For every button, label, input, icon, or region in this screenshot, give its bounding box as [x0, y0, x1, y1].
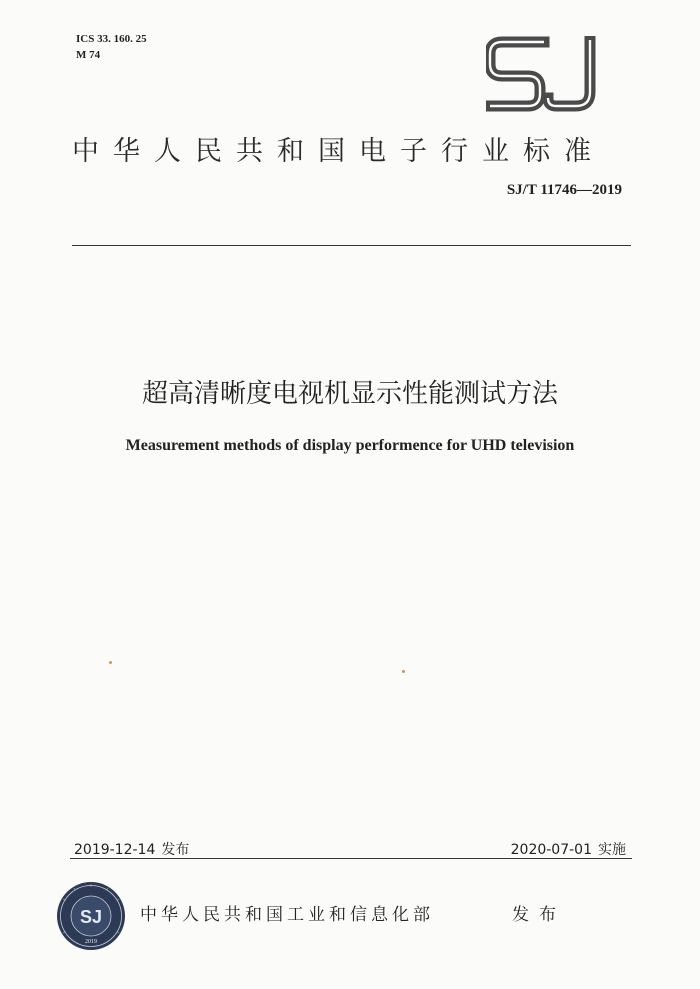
header-divider: [72, 245, 631, 246]
document-title-chinese: 超高清晰度电视机显示性能测试方法: [141, 379, 558, 409]
seal-year: 2019: [85, 939, 97, 945]
implementation-date: 2020-07-01: [510, 842, 592, 858]
sj-logo: [486, 36, 602, 112]
footer-divider: [70, 858, 632, 859]
issue-date: 2019-12-14: [74, 842, 156, 858]
seal-text: SJ: [79, 907, 103, 927]
standard-type-title: 中华人民共和国电子行业标准: [72, 136, 605, 167]
classification-codes: [76, 31, 147, 63]
issuer-seal: [56, 881, 126, 951]
document-title-english: Measurement methods of display performence for UHD television: [125, 437, 575, 454]
issue-label: 发布: [161, 842, 190, 858]
issuer-action: 发布: [512, 905, 566, 925]
paper-speck: [402, 670, 405, 673]
implementation-label: 实施: [598, 842, 626, 858]
standard-number: SJ/T 11746—2019: [506, 182, 622, 198]
ics-code: ICS 33. 160. 25: [76, 33, 147, 45]
implementation-date-line: [511, 839, 626, 859]
issuing-authority: 中华人民共和国工业和信息化部: [140, 905, 434, 925]
category-code: M 74: [76, 49, 101, 61]
issue-date-line: [74, 839, 189, 859]
paper-speck: [109, 661, 112, 664]
